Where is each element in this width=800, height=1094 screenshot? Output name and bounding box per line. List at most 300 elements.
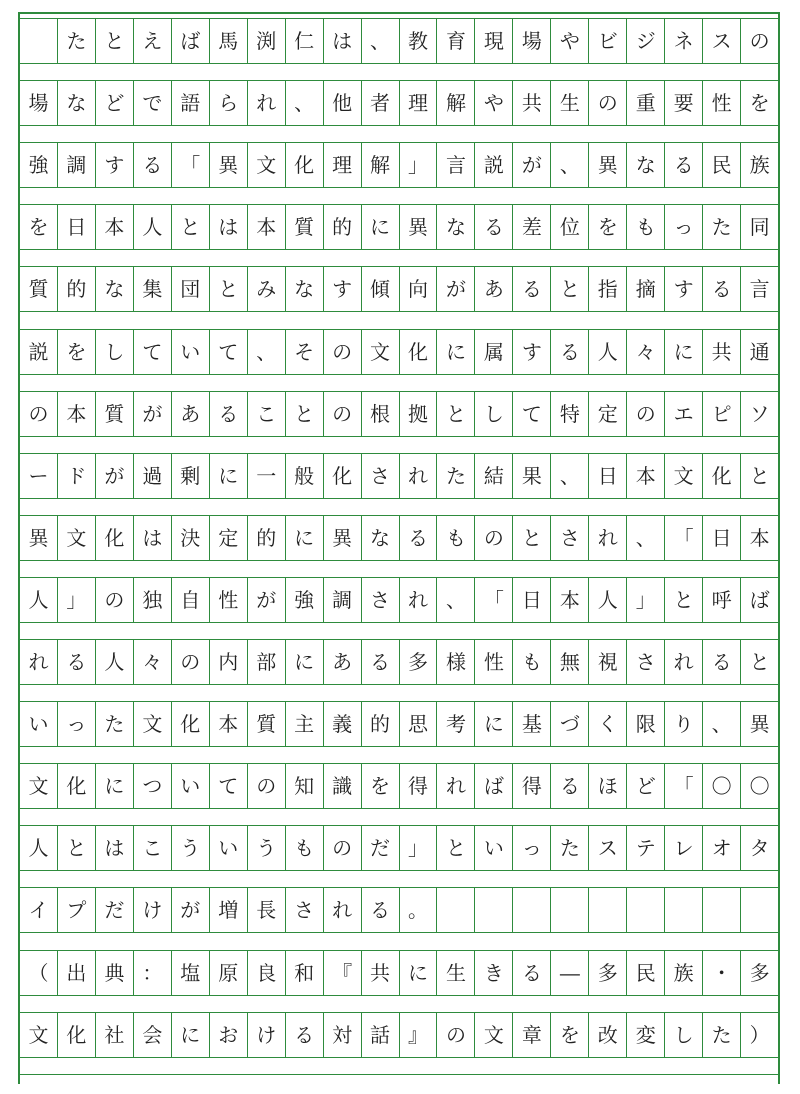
manuscript-cell: す: [96, 143, 134, 187]
manuscript-cell: 理: [324, 143, 362, 187]
manuscript-cell: さ: [362, 578, 400, 622]
manuscript-cell: る: [58, 640, 96, 684]
manuscript-cell: 』: [400, 1013, 438, 1057]
manuscript-cell: た: [703, 1013, 741, 1057]
manuscript-cell: る: [400, 516, 438, 560]
manuscript-cell: る: [551, 330, 589, 374]
manuscript-cell: 異: [20, 516, 58, 560]
manuscript-cell: 変: [627, 1013, 665, 1057]
manuscript-cell: た: [551, 826, 589, 870]
manuscript-cell: と: [172, 205, 210, 249]
manuscript-cell: 改: [589, 1013, 627, 1057]
manuscript-cell: 異: [400, 205, 438, 249]
manuscript-cell: 指: [589, 267, 627, 311]
manuscript-cell: を: [749, 91, 770, 116]
manuscript-cell: 的: [324, 205, 362, 249]
manuscript-cell: ス: [589, 826, 627, 870]
manuscript-cell: 呼: [703, 578, 741, 622]
manuscript-cell: の: [589, 81, 627, 125]
manuscript-row: [20, 763, 778, 809]
manuscript-cell: に: [475, 702, 513, 746]
manuscript-cell: ―: [551, 951, 589, 995]
manuscript-cell: [741, 888, 778, 932]
manuscript-cell: 」: [58, 578, 96, 622]
manuscript-cell: 説: [20, 330, 58, 374]
manuscript-cell: る: [362, 888, 400, 932]
manuscript-cell: る: [703, 267, 741, 311]
manuscript-cell: た: [703, 205, 741, 249]
manuscript-cell: 重: [627, 81, 665, 125]
manuscript-cell: 語: [172, 81, 210, 125]
manuscript-cell: が: [437, 267, 475, 311]
manuscript-row: [20, 887, 778, 933]
manuscript-cell: が: [513, 143, 551, 187]
manuscript-cell: 特: [551, 392, 589, 436]
manuscript-cell: 強: [20, 143, 58, 187]
manuscript-cell: と: [96, 19, 134, 63]
manuscript-cell: に: [210, 454, 248, 498]
manuscript-row: [20, 515, 778, 561]
manuscript-cell: な: [437, 205, 475, 249]
manuscript-cell: 文: [134, 702, 172, 746]
manuscript-cell: 文: [475, 1013, 513, 1057]
manuscript-cell: れ: [400, 578, 438, 622]
manuscript-cell: [551, 888, 589, 932]
manuscript-cell: ス: [703, 19, 741, 63]
manuscript-cell: あ: [324, 640, 362, 684]
manuscript-cell: 視: [589, 640, 627, 684]
manuscript-cell: れ: [20, 640, 58, 684]
manuscript-cell: 同: [749, 215, 770, 240]
manuscript-row: [20, 18, 778, 64]
manuscript-cell: る: [475, 205, 513, 249]
manuscript-cell: 人: [134, 205, 172, 249]
manuscript-cell: お: [210, 1013, 248, 1057]
manuscript-cell: も: [627, 205, 665, 249]
manuscript-cell: 化: [400, 330, 438, 374]
manuscript-cell: 文: [58, 516, 96, 560]
manuscript-cell: い: [20, 702, 58, 746]
manuscript-cell: 日: [513, 578, 551, 622]
manuscript-cell: 本: [210, 702, 248, 746]
manuscript-cell: れ: [437, 764, 475, 808]
manuscript-cell: も: [286, 826, 324, 870]
manuscript-cell: テ: [627, 826, 665, 870]
manuscript-cell: 人: [20, 578, 58, 622]
manuscript-row: [20, 639, 778, 685]
manuscript-cell: 、: [437, 578, 475, 622]
manuscript-cell: れ: [400, 454, 438, 498]
manuscript-cell: ば: [749, 587, 770, 612]
manuscript-cell: に: [172, 1013, 210, 1057]
manuscript-cell: し: [96, 330, 134, 374]
manuscript-cell: と: [437, 826, 475, 870]
manuscript-cell: の: [96, 578, 134, 622]
manuscript-cell: 異: [324, 516, 362, 560]
manuscript-cell: 文: [248, 143, 286, 187]
manuscript-cell: る: [551, 764, 589, 808]
manuscript-cell: 質: [248, 702, 286, 746]
manuscript-cell: の: [324, 330, 362, 374]
manuscript-cell: と: [58, 826, 96, 870]
manuscript-cell: る: [513, 951, 551, 995]
manuscript-cell: 要: [665, 81, 703, 125]
manuscript-cell: 、: [703, 702, 741, 746]
manuscript-cell: 傾: [362, 267, 400, 311]
manuscript-cell: 化: [286, 143, 324, 187]
manuscript-cell: 他: [324, 81, 362, 125]
manuscript-cell: ほ: [589, 764, 627, 808]
manuscript-row: [20, 701, 778, 747]
manuscript-cell: の: [437, 1013, 475, 1057]
manuscript-cell: れ: [589, 516, 627, 560]
manuscript-cell: ：: [134, 951, 172, 995]
manuscript-cell: 識: [324, 764, 362, 808]
manuscript-cell: の: [324, 826, 362, 870]
manuscript-cell: 主: [286, 702, 324, 746]
manuscript-cell: 向: [400, 267, 438, 311]
manuscript-row: [20, 950, 778, 996]
manuscript-cell: え: [134, 19, 172, 63]
manuscript-cell: た: [437, 454, 475, 498]
manuscript-cell: 集: [134, 267, 172, 311]
manuscript-row: [20, 1012, 778, 1058]
manuscript-cell: 限: [627, 702, 665, 746]
manuscript-cell: ら: [210, 81, 248, 125]
manuscript-cell: [513, 888, 551, 932]
manuscript-cell: 基: [513, 702, 551, 746]
manuscript-cell: レ: [665, 826, 703, 870]
manuscript-row: [20, 825, 778, 871]
manuscript-row: [20, 391, 778, 437]
manuscript-cell: 人: [20, 826, 58, 870]
manuscript-cell: ば: [475, 764, 513, 808]
manuscript-cell: い: [210, 826, 248, 870]
manuscript-cell: 的: [362, 702, 400, 746]
manuscript-cell: を: [551, 1013, 589, 1057]
manuscript-cell: [475, 888, 513, 932]
manuscript-row: [20, 329, 778, 375]
manuscript-cell: 本: [627, 454, 665, 498]
manuscript-cell: れ: [324, 888, 362, 932]
manuscript-cell: 文: [362, 330, 400, 374]
manuscript-cell: け: [248, 1013, 286, 1057]
manuscript-cell: 典: [96, 951, 134, 995]
manuscript-cell: も: [437, 516, 475, 560]
manuscript-cell: と: [665, 578, 703, 622]
manuscript-cell: 性: [475, 640, 513, 684]
manuscript-row: [20, 80, 778, 126]
manuscript-cell: [703, 888, 741, 932]
manuscript-cell: に: [96, 764, 134, 808]
manuscript-cell: る: [134, 143, 172, 187]
manuscript-cell: 化: [172, 702, 210, 746]
manuscript-cell: は: [96, 826, 134, 870]
manuscript-cell: に: [286, 640, 324, 684]
manuscript-cell: 調: [324, 578, 362, 622]
manuscript-cell: の: [627, 392, 665, 436]
manuscript-cell: 馬: [210, 19, 248, 63]
manuscript-cell: 」: [400, 826, 438, 870]
manuscript-cell: 異: [589, 143, 627, 187]
manuscript-cell: エ: [665, 392, 703, 436]
manuscript-cell: オ: [703, 826, 741, 870]
manuscript-cell: の: [475, 516, 513, 560]
manuscript-cell: 解: [362, 143, 400, 187]
manuscript-cell: も: [513, 640, 551, 684]
manuscript-row: [20, 453, 778, 499]
manuscript-cell: る: [362, 640, 400, 684]
manuscript-cell: 〇: [703, 764, 741, 808]
manuscript-cell: き: [475, 951, 513, 995]
manuscript-cell: を: [362, 764, 400, 808]
manuscript-cell: さ: [362, 454, 400, 498]
manuscript-cell: っ: [513, 826, 551, 870]
manuscript-cell: 本: [749, 525, 770, 550]
manuscript-cell: 文: [665, 454, 703, 498]
manuscript-cell: 育: [437, 19, 475, 63]
manuscript-cell: 無: [551, 640, 589, 684]
manuscript-cell: と: [437, 392, 475, 436]
manuscript-cell: み: [248, 267, 286, 311]
manuscript-cell: 、: [551, 454, 589, 498]
manuscript-cell: 本: [58, 392, 96, 436]
manuscript-cell: の: [20, 392, 58, 436]
manuscript-cell: そ: [286, 330, 324, 374]
manuscript-cell: 知: [286, 764, 324, 808]
manuscript-cell: た: [58, 19, 96, 63]
manuscript-cell: ）: [749, 1022, 770, 1047]
manuscript-cell: が: [172, 888, 210, 932]
manuscript-cell: い: [475, 826, 513, 870]
manuscript-cell: 『: [324, 951, 362, 995]
manuscript-cell: 団: [172, 267, 210, 311]
manuscript-cell: 的: [58, 267, 96, 311]
manuscript-cell: の: [749, 29, 770, 53]
manuscript-cell: 考: [437, 702, 475, 746]
manuscript-cell: に: [400, 951, 438, 995]
manuscript-cell: が: [96, 454, 134, 498]
manuscript-cell: 化: [324, 454, 362, 498]
manuscript-cell: て: [210, 330, 248, 374]
manuscript-cell: 本: [248, 205, 286, 249]
manuscript-cell: 、: [286, 81, 324, 125]
manuscript-cell: ピ: [703, 392, 741, 436]
manuscript-cell: が: [248, 578, 286, 622]
manuscript-cell: 質: [20, 267, 58, 311]
manuscript-cell: は: [324, 19, 362, 63]
manuscript-cell: 属: [475, 330, 513, 374]
manuscript-cell: と: [513, 516, 551, 560]
manuscript-cell: っ: [665, 205, 703, 249]
manuscript-cell: て: [513, 392, 551, 436]
manuscript-cell: 般: [286, 454, 324, 498]
manuscript-cell: し: [475, 392, 513, 436]
manuscript-cell: ネ: [665, 19, 703, 63]
manuscript-cell: つ: [134, 764, 172, 808]
manuscript-sheet: [18, 12, 780, 1084]
manuscript-cell: る: [703, 640, 741, 684]
manuscript-cell: 定: [210, 516, 248, 560]
manuscript-cell: 本: [96, 205, 134, 249]
manuscript-cell: 言: [437, 143, 475, 187]
manuscript-cell: に: [286, 516, 324, 560]
manuscript-cell: 、: [362, 19, 400, 63]
manuscript-cell: 質: [286, 205, 324, 249]
manuscript-cell: ・: [703, 951, 741, 995]
manuscript-cell: 長: [248, 888, 286, 932]
manuscript-cell: 塩: [172, 951, 210, 995]
manuscript-cell: を: [58, 330, 96, 374]
manuscript-cell: 会: [134, 1013, 172, 1057]
manuscript-cell: 拠: [400, 392, 438, 436]
manuscript-cell: や: [475, 81, 513, 125]
manuscript-cell: 日: [703, 516, 741, 560]
manuscript-cell: 者: [362, 81, 400, 125]
manuscript-cell: は: [134, 516, 172, 560]
manuscript-cell: 話: [362, 1013, 400, 1057]
manuscript-cell: 剰: [172, 454, 210, 498]
manuscript-cell: 的: [248, 516, 286, 560]
manuscript-cell: 異: [749, 712, 770, 737]
manuscript-cell: る: [513, 267, 551, 311]
manuscript-cell: 根: [362, 392, 400, 436]
manuscript-row: [20, 577, 778, 623]
manuscript-cell: と: [551, 267, 589, 311]
manuscript-cell: 思: [400, 702, 438, 746]
manuscript-cell: ど: [96, 81, 134, 125]
manuscript-cell: 原: [210, 951, 248, 995]
manuscript-cell: 「: [665, 516, 703, 560]
manuscript-cell: 仁: [286, 19, 324, 63]
manuscript-cell: 差: [513, 205, 551, 249]
manuscript-cell: 摘: [627, 267, 665, 311]
manuscript-cell: ば: [172, 19, 210, 63]
manuscript-cell: 「: [665, 764, 703, 808]
manuscript-cell: 教: [400, 19, 438, 63]
manuscript-cell: な: [286, 267, 324, 311]
manuscript-cell: 化: [703, 454, 741, 498]
manuscript-cell: 得: [513, 764, 551, 808]
manuscript-cell: と: [749, 650, 770, 674]
manuscript-row: [20, 204, 778, 250]
manuscript-cell: ド: [58, 454, 96, 498]
manuscript-cell: に: [437, 330, 475, 374]
manuscript-cell: [20, 19, 58, 63]
manuscript-cell: 増: [210, 888, 248, 932]
manuscript-cell: と: [210, 267, 248, 311]
manuscript-cell: 人: [96, 640, 134, 684]
manuscript-cell: 章: [513, 1013, 551, 1057]
manuscript-cell: 民: [627, 951, 665, 995]
manuscript-cell: う: [172, 826, 210, 870]
manuscript-cell: ジ: [627, 19, 665, 63]
manuscript-cell: [665, 888, 703, 932]
manuscript-cell: 文: [20, 1013, 58, 1057]
manuscript-cell: 族: [665, 951, 703, 995]
manuscript-cell: 本: [551, 578, 589, 622]
manuscript-cell: は: [210, 205, 248, 249]
manuscript-cell: け: [134, 888, 172, 932]
manuscript-cell: 和: [286, 951, 324, 995]
manuscript-cell: 義: [324, 702, 362, 746]
manuscript-cell: 共: [513, 81, 551, 125]
manuscript-cell: う: [248, 826, 286, 870]
manuscript-cell: 共: [362, 951, 400, 995]
manuscript-cell: る: [210, 392, 248, 436]
manuscript-cell: し: [665, 1013, 703, 1057]
manuscript-cell: 自: [172, 578, 210, 622]
manuscript-cell: の: [172, 640, 210, 684]
manuscript-cell: 渕: [248, 19, 286, 63]
manuscript-cell: さ: [627, 640, 665, 684]
manuscript-cell: り: [665, 702, 703, 746]
manuscript-cell: 〇: [749, 774, 770, 799]
manuscript-cell: 一: [248, 454, 286, 498]
manuscript-cell: こ: [134, 826, 172, 870]
manuscript-cell: る: [665, 143, 703, 187]
manuscript-cell: 強: [286, 578, 324, 622]
manuscript-cell: [437, 888, 475, 932]
manuscript-cell: 文: [20, 764, 58, 808]
manuscript-cell: れ: [665, 640, 703, 684]
manuscript-cell: く: [589, 702, 627, 746]
manuscript-cell: 化: [58, 1013, 96, 1057]
manuscript-cell: 定: [589, 392, 627, 436]
manuscript-cell: 説: [475, 143, 513, 187]
manuscript-cell: て: [134, 330, 172, 374]
manuscript-cell: た: [96, 702, 134, 746]
manuscript-cell: て: [210, 764, 248, 808]
manuscript-cell: と: [749, 463, 770, 488]
manuscript-cell: 々: [627, 330, 665, 374]
manuscript-cell: な: [96, 267, 134, 311]
manuscript-cell: 言: [749, 277, 770, 302]
manuscript-cell: 族: [749, 153, 770, 178]
manuscript-cell: な: [58, 81, 96, 125]
manuscript-cell: 対: [324, 1013, 362, 1057]
manuscript-cell: ど: [627, 764, 665, 808]
manuscript-cell: 、: [551, 143, 589, 187]
manuscript-cell: る: [286, 1013, 324, 1057]
manuscript-row: [20, 142, 778, 188]
manuscript-cell: 多: [589, 951, 627, 995]
manuscript-cell: の: [324, 392, 362, 436]
manuscript-cell: や: [551, 19, 589, 63]
manuscript-cell: 人: [589, 330, 627, 374]
manuscript-cell: 性: [210, 578, 248, 622]
manuscript-cell: [627, 888, 665, 932]
manuscript-cell: 結: [475, 454, 513, 498]
manuscript-cell: づ: [551, 702, 589, 746]
manuscript-cell: 場: [20, 81, 58, 125]
manuscript-cell: と: [286, 392, 324, 436]
manuscript-cell: 生: [437, 951, 475, 995]
manuscript-cell: こ: [248, 392, 286, 436]
manuscript-cell: ー: [20, 454, 58, 498]
manuscript-cell: 多: [400, 640, 438, 684]
manuscript-cell: 場: [513, 19, 551, 63]
manuscript-cell: い: [172, 330, 210, 374]
manuscript-cell: 独: [134, 578, 172, 622]
manuscript-cell: 。: [400, 888, 438, 932]
manuscript-cell: だ: [362, 826, 400, 870]
manuscript-cell: 生: [551, 81, 589, 125]
manuscript-cell: 日: [58, 205, 96, 249]
manuscript-cell: ビ: [589, 19, 627, 63]
manuscript-cell: 質: [96, 392, 134, 436]
manuscript-cell: 化: [58, 764, 96, 808]
